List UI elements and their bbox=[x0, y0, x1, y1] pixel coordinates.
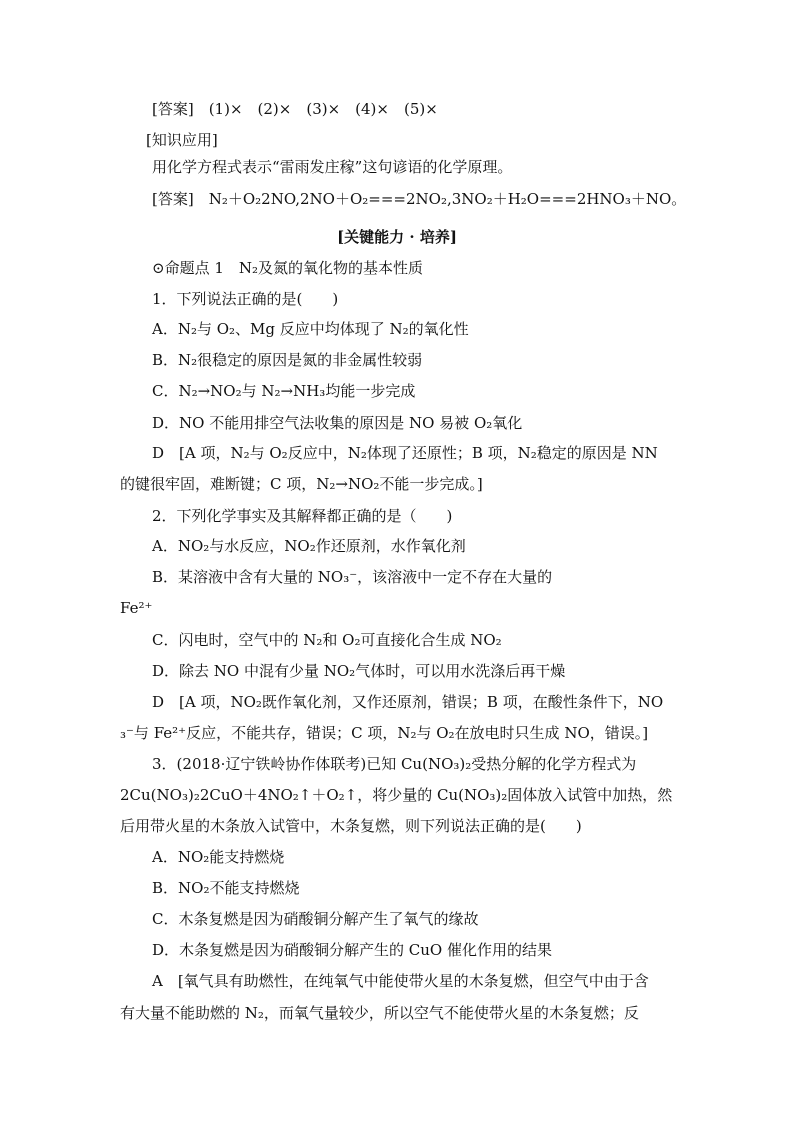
q2-option-c: C．闪电时，空气中的 N₂和 O₂可直接化合生成 NO₂ bbox=[152, 631, 502, 649]
q2-stem: 2．下列化学事实及其解释都正确的是（ ) bbox=[152, 507, 453, 525]
knowledge-heading: [知识应用] bbox=[146, 131, 218, 149]
answer-line-2: [答案] N₂＋O₂2NO,2NO＋O₂===2NO₂,3NO₂＋H₂O===2HNO₃＋NO。 bbox=[152, 190, 687, 208]
q3-option-a: A．NO₂能支持燃烧 bbox=[152, 848, 285, 866]
topic-heading: ⊙命题点 1 N₂及氮的氧化物的基本性质 bbox=[152, 259, 424, 277]
q2-answer-line-2: ₃⁻与 Fe²⁺反应，不能共存，错误；C 项，N₂与 O₂在放电时只生成 NO，错误。] bbox=[120, 724, 649, 742]
q1-answer-line-1: D [A 项，N₂与 O₂反应中，N₂体现了还原性；B 项，N₂稳定的原因是 NN bbox=[152, 444, 658, 462]
q3-stem-line-1: 3．(2018·辽宁铁岭协作体联考)已知 Cu(NO₃)₂受热分解的化学方程式为 bbox=[152, 755, 637, 773]
q3-stem-line-2: 2Cu(NO₃)₂2CuO＋4NO₂↑＋O₂↑，将少量的 Cu(NO₃)₂固体放入试管中加热，然 bbox=[120, 786, 673, 804]
answer-line-1: [答案] (1)× (2)× (3)× (4)× (5)× bbox=[152, 100, 438, 118]
q3-option-b: B．NO₂不能支持燃烧 bbox=[152, 879, 300, 897]
q3-stem-line-3: 后用带火星的木条放入试管中，木条复燃，则下列说法正确的是( ) bbox=[120, 817, 582, 835]
q3-option-c: C．木条复燃是因为硝酸铜分解产生了氧气的缘故 bbox=[152, 910, 479, 928]
q1-answer-line-2: 的键很牢固，难断键；C 项，N₂→NO₂不能一步完成。] bbox=[120, 475, 483, 493]
q1-option-a: A．N₂与 O₂、Mg 反应中均体现了 N₂的氧化性 bbox=[152, 320, 469, 338]
q3-option-d: D．木条复燃是因为硝酸铜分解产生的 CuO 催化作用的结果 bbox=[152, 941, 552, 959]
q2-option-a: A．NO₂与水反应，NO₂作还原剂，水作氧化剂 bbox=[152, 537, 466, 555]
q1-option-d: D．NO 不能用排空气法收集的原因是 NO 易被 O₂氧化 bbox=[152, 414, 523, 432]
q1-stem: 1．下列说法正确的是( ) bbox=[152, 290, 339, 308]
q2-option-b: B．某溶液中含有大量的 NO₃⁻，该溶液中一定不存在大量的 bbox=[152, 568, 553, 586]
section-title: [关键能力 · 培养] bbox=[337, 228, 457, 246]
q3-answer-line-1: A [氧气具有助燃性，在纯氧气中能使带火星的木条复燃，但空气中由于含 bbox=[152, 972, 649, 990]
q1-option-c: C．N₂→NO₂与 N₂→NH₃均能一步完成 bbox=[152, 382, 416, 400]
knowledge-question: 用化学方程式表示“雷雨发庄稼”这句谚语的化学原理。 bbox=[152, 158, 513, 176]
q3-answer-line-2: 有大量不能助燃的 N₂，而氧气量较少，所以空气不能使带火星的木条复燃；反 bbox=[120, 1004, 639, 1022]
q2-option-b-cont: Fe²⁺ bbox=[120, 599, 153, 617]
q2-option-d: D．除去 NO 中混有少量 NO₂气体时，可以用水洗涤后再干燥 bbox=[152, 662, 566, 680]
q1-option-b: B．N₂很稳定的原因是氮的非金属性较弱 bbox=[152, 351, 423, 369]
q2-answer-line-1: D [A 项，NO₂既作氧化剂，又作还原剂，错误；B 项，在酸性条件下，NO bbox=[152, 693, 664, 711]
